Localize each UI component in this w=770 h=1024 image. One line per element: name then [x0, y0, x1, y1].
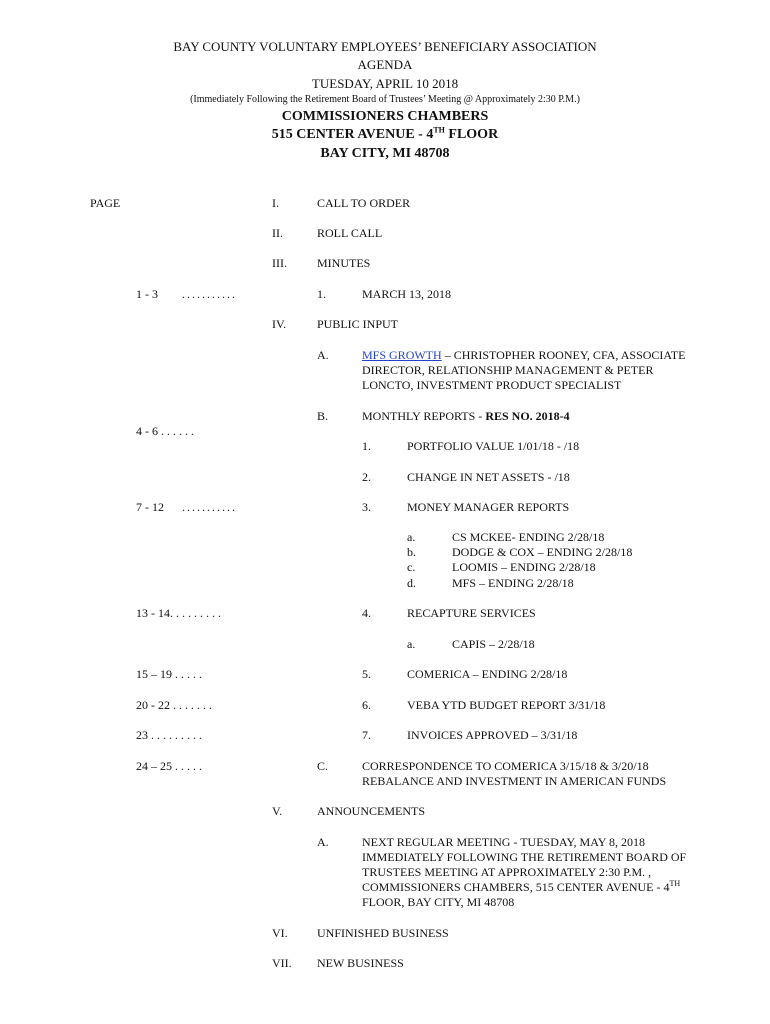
item-number: 7.	[362, 728, 371, 742]
leader-dots: ...........	[182, 500, 237, 514]
item-number: 1.	[362, 439, 371, 453]
next-meeting-line4: COMMISSIONERS CHAMBERS, 515 CENTER AVENUE - 4TH	[362, 879, 681, 894]
public-input-a-line1: MFS GROWTH – CHRISTOPHER ROONEY, CFA, ASSOCIATE	[362, 348, 686, 362]
item-public-input: PUBLIC INPUT	[317, 317, 399, 331]
page-column-label: PAGE	[90, 196, 121, 210]
agenda-heading: AGENDA	[357, 57, 413, 72]
item-letter: B.	[317, 409, 329, 423]
page-range: 15 – 19 . . . . .	[136, 667, 202, 681]
report-dodge-cox: DODGE & COX – ENDING 2/28/18	[452, 545, 633, 559]
recapture-services: RECAPTURE SERVICES	[407, 606, 536, 620]
meeting-location: COMMISSIONERS CHAMBERS	[281, 109, 489, 124]
item-letter: A.	[317, 835, 329, 849]
item-new-business: NEW BUSINESS	[317, 956, 404, 970]
page-range: 20 - 22 . . . . . . .	[136, 698, 212, 712]
leader-dots: ...........	[182, 287, 237, 301]
public-input-a-line3: LONCTO, INVESTMENT PRODUCT SPECIALIST	[362, 378, 622, 392]
item-minutes: MINUTES	[317, 256, 371, 270]
mfs-growth-link[interactable]: MFS GROWTH	[362, 348, 442, 362]
report-mfs: MFS – ENDING 2/28/18	[452, 576, 574, 590]
item-number: VI.	[272, 926, 288, 940]
item-number: 6.	[362, 698, 371, 712]
page-range: 1 - 3	[136, 287, 158, 301]
item-number: III.	[272, 256, 287, 270]
next-meeting-line2: IMMEDIATELY FOLLOWING THE RETIREMENT BOARD OF	[362, 850, 687, 864]
correspondence-line2: REBALANCE AND INVESTMENT IN AMERICAN FUNDS	[362, 774, 667, 788]
meeting-address: 515 CENTER AVENUE - 4TH FLOOR	[271, 125, 499, 142]
page-range: 13 - 14. . . . . . . . .	[136, 606, 221, 620]
item-number: II.	[272, 226, 283, 240]
meeting-note: (Immediately Following the Retirement Board of Trustees’ Meeting @ Approximately 2:30 P.M.)	[190, 94, 580, 105]
meeting-city: BAY CITY, MI 48708	[320, 146, 450, 161]
report-loomis: LOOMIS – ENDING 2/28/18	[452, 560, 596, 574]
money-manager-reports: MONEY MANAGER REPORTS	[407, 500, 570, 514]
next-meeting-line3: TRUSTEES MEETING AT APPROXIMATELY 2:30 P.M. ,	[362, 865, 652, 879]
item-number: 4.	[362, 606, 371, 620]
item-letter: A.	[317, 348, 329, 362]
item-call-to-order: CALL TO ORDER	[317, 196, 411, 210]
item-number: IV.	[272, 317, 287, 331]
invoices-approved: INVOICES APPROVED – 3/31/18	[407, 728, 578, 742]
item-announcements: ANNOUNCEMENTS	[317, 804, 425, 818]
page-range: 23 . . . . . . . . .	[136, 728, 202, 742]
item-number: 1.	[317, 287, 326, 301]
monthly-reports: MONTHLY REPORTS - RES NO. 2018-4	[362, 409, 570, 423]
item-letter: C.	[317, 759, 329, 773]
veba-budget-report: VEBA YTD BUDGET REPORT 3/31/18	[407, 698, 606, 712]
item-number: 3.	[362, 500, 371, 514]
sub-letter: b.	[407, 545, 416, 559]
next-meeting-line1: NEXT REGULAR MEETING - TUESDAY, MAY 8, 2018	[362, 835, 646, 849]
minutes-march-13: MARCH 13, 2018	[362, 287, 452, 301]
page-range: 24 – 25 . . . . .	[136, 759, 202, 773]
sub-letter: d.	[407, 576, 416, 590]
comerica-report: COMERICA – ENDING 2/28/18	[407, 667, 568, 681]
sub-letter: a.	[407, 637, 416, 651]
correspondence-line1: CORRESPONDENCE TO COMERICA 3/15/18 & 3/20/18	[362, 759, 649, 773]
item-number: I.	[272, 196, 279, 210]
item-unfinished-business: UNFINISHED BUSINESS	[317, 926, 449, 940]
report-cs-mckee: CS MCKEE- ENDING 2/28/18	[452, 530, 605, 544]
sub-letter: c.	[407, 560, 416, 574]
item-number: V.	[272, 804, 283, 818]
item-roll-call: ROLL CALL	[317, 226, 383, 240]
association-title: BAY COUNTY VOLUNTARY EMPLOYEES’ BENEFICIARY ASSOCIATION	[173, 39, 597, 54]
public-input-a-line2: DIRECTOR, RELATIONSHIP MANAGEMENT & PETER	[362, 363, 654, 377]
item-number: 2.	[362, 470, 371, 484]
page-range: 7 - 12	[136, 500, 164, 514]
portfolio-value: PORTFOLIO VALUE 1/01/18 - /18	[407, 439, 580, 453]
meeting-date: TUESDAY, APRIL 10 2018	[311, 76, 459, 91]
report-capis: CAPIS – 2/28/18	[452, 637, 535, 651]
page-range: 4 - 6 . . . . . .	[136, 424, 194, 438]
item-number: VII.	[272, 956, 292, 970]
next-meeting-line5: FLOOR, BAY CITY, MI 48708	[362, 895, 515, 909]
sub-letter: a.	[407, 530, 416, 544]
change-in-net-assets: CHANGE IN NET ASSETS - /18	[407, 470, 570, 484]
item-number: 5.	[362, 667, 371, 681]
